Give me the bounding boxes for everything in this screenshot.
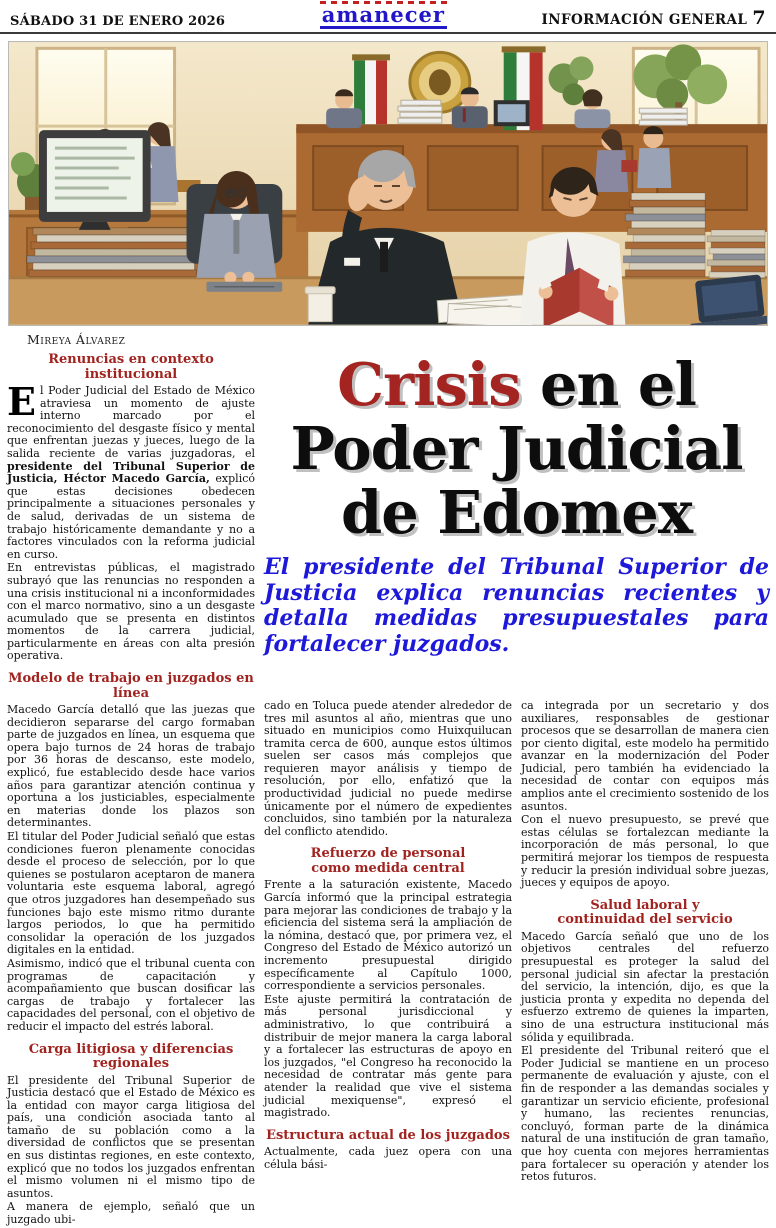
paper-stack-bench-1 bbox=[398, 100, 442, 123]
folder-stack-right-1 bbox=[623, 193, 705, 277]
section-heading-carga: Carga litigiosa y diferencias regionales bbox=[28, 1041, 234, 1071]
papers-foreground bbox=[437, 295, 534, 325]
paragraph: Frente a la saturación existente, Macedo García informó que la principal estrategia para mejorar las condiciones de trabajo y la eficiencia del sistema será la ampliación de la nómina, destacó que, por primera vez, el Congreso del Estado de México autorizó un incremento presupuestal dirigido específicamente al Capítulo 1000, correspondiente a servicios personales. bbox=[264, 878, 512, 993]
issue-date bbox=[10, 14, 225, 29]
paragraph: cado en Toluca puede atender alrededor de tres mil asuntos al año, mientras que uno situado en municipios como Huixquilucan tramita cerca de 600, aunque estos últimos suelen ser casos más complejos que requieren mayor análisis y tiempo de resolución, por ello, enfatizó que la productividad judicial no puede medirse únicamente por el número de expedientes concluidos, sino también por la naturaleza del conflicto atendido. bbox=[264, 698, 512, 838]
page-header bbox=[0, 0, 776, 34]
woman-typing bbox=[187, 171, 283, 292]
subheadline: El presidente del Tribunal Superior de Justicia explica renuncias recientes y detalla medidas presupuestales para fortalecer juzgados. bbox=[264, 554, 769, 657]
paragraph: El Poder Judicial del Estado de México atraviesa un momento de ajuste interno marcado por el reconocimiento del desgaste físico y mental que enfrentan juezas y jueces, luego de la salida reciente de varias juzgadoras, el presidente del Tribunal Superior de Justicia, Héctor Macedo García, explicó que estas decisiones obedecen principalmente a situaciones personales y de salud, derivadas de un sistema de trabajo históricamente demandante y no a factores vinculados con la reforma judicial en curso. bbox=[7, 379, 255, 561]
headline-word-crisis: Crisis bbox=[337, 350, 521, 419]
section-label bbox=[542, 7, 766, 29]
article-content bbox=[0, 347, 776, 1228]
headline-line-3: de Edomex bbox=[340, 478, 693, 547]
section-heading-estructura: Estructura actual de los juzgados bbox=[266, 1127, 510, 1143]
page-number: 7 bbox=[752, 7, 766, 29]
drop-cap: E bbox=[7, 379, 36, 424]
paragraph: Actualmente, cada juez opera con una célula bási- bbox=[264, 1145, 512, 1171]
section-heading-refuerzo: Refuerzo de personal como medida central bbox=[310, 846, 466, 876]
paragraph: El presidente del Tribunal reiteró que el Poder Judicial se mantiene en un proceso permanente de evaluación y ajuste, con el fin de responder a las demandas sociales y garantizar un servicio eficiente, profesional y humano, las recientes renuncias, concluyó, forman parte de la dinámica natural de una institución de gran tamaño, que hoy cuenta con mejores herramientas para fortalecer su operación y atender los retos futuros. bbox=[521, 1044, 769, 1184]
section-heading-renuncias: Renuncias en contexto institucional bbox=[48, 352, 214, 382]
byline: Mireya Álvarez bbox=[27, 332, 126, 347]
newspaper-logo: amanecer bbox=[321, 2, 445, 27]
folder-stack-left bbox=[27, 228, 197, 277]
paragraph: ca integrada por un secretario y dos auxiliares, responsables de gestionar procesos que se desarrollan de manera cien por ciento digital, este modelo ha permitido avanzar en la modernización del Poder Judicial, pero también ha evidenciado la necesidad de contar con equipos más amplios ante el crecimiento sostenido de los asuntos. bbox=[521, 698, 769, 813]
headline-rest-line1: en el bbox=[520, 350, 696, 419]
paragraph: Asimismo, indicó que el tribunal cuenta con programas de capacitación y acompañamiento que buscan dosificar las cargas de trabajo y fortalecer las capacidades del personal, con el objetivo de reducir el impacto del estrés laboral. bbox=[7, 956, 255, 1033]
courtroom-illustration-svg bbox=[9, 42, 767, 325]
paragraph: Este ajuste permitirá la contratación de más personal jurisdiccional y administrativo, lo que contribuirá a distribuir de mejor manera la carga laboral y a fortalecer las estructuras de apoyo en los juzgados, "el Congreso ha reconocido la necesidad de contratar más gente para atender la realidad que vive el sistema judicial mexiquense", expresó el magistrado. bbox=[264, 992, 512, 1120]
article-column-2 bbox=[264, 700, 512, 1228]
issue-date-rest: 31 DE ENERO 2026 bbox=[74, 14, 226, 29]
paragraph: Macedo García señaló que uno de los objetivos centrales del refuerzo presupuestal es proteger la salud del personal judicial sin afectar la prestación del servicio, la intención, dijo, es que la justicia pronta y expedita no dependa del esfuerzo extremo de quienes la imparten, sino de una estructura institucional más sólida y equilibrada. bbox=[521, 929, 769, 1044]
paragraph: Macedo García detalló que las juezas que decidieron separarse del cargo formaban parte de juzgados en línea, un esquema que opera bajo turnos de 24 horas de trabajo por 36 horas de descanso, este modelo, explicó, fue establecido desde hace varios años para garantizar atención continua y oportuna a los justiciables, especialmente en materias donde los plazos son determinantes. bbox=[7, 703, 255, 830]
paragraph: En entrevistas públicas, el magistrado subrayó que las renuncias no responden a una crisis institucional ni a inconformidades con el marco normativo, sino a un desgaste acumulado que se presenta en distintos momentos de la carrera judicial, particularmente en áreas con alta presión operativa. bbox=[7, 561, 255, 663]
paragraph: El presidente del Tribunal Superior de Justicia destacó que el Estado de México es la entidad con mayor carga litigiosa del país, una condición asociada tanto al tamaño de su población como a la diversidad de conflictos que se presentan en sus distintas regiones, en este contexto, explicó que no todos los juzgados enfrentan el mismo volumen ni el mismo tipo de asuntos. bbox=[7, 1073, 255, 1200]
paper-stack-bench-2 bbox=[639, 108, 687, 125]
section-name: INFORMACIÓN GENERAL bbox=[541, 12, 753, 28]
folder-stack-right-2 bbox=[707, 230, 765, 278]
main-headline bbox=[264, 351, 769, 545]
paragraph: Con el nuevo presupuesto, se prevé que estas células se fortalezcan mediante la incorporación de más personal, lo que permitirá mejorar los tiempos de respuesta y reducir la presión individual sobre juezas, jueces y equipos de apoyo. bbox=[521, 813, 769, 890]
courtroom-illustration bbox=[8, 41, 768, 326]
article-column-3 bbox=[521, 700, 769, 1228]
coffee-cup bbox=[305, 287, 335, 322]
headline-block bbox=[264, 351, 769, 700]
paragraph: A manera de ejemplo, señaló que un juzgado ubi- bbox=[7, 1200, 255, 1227]
headline-line-2: Poder Judicial bbox=[290, 414, 743, 483]
monitor-left bbox=[39, 130, 151, 230]
issue-date-day: SÁBADO bbox=[10, 14, 75, 29]
article-column-1 bbox=[7, 351, 255, 1228]
section-heading-modelo: Modelo de trabajo en juzgados en línea bbox=[8, 671, 254, 701]
section-heading-salud: Salud laboral y continuidad del servicio bbox=[557, 897, 733, 928]
paragraph: El titular del Poder Judicial señaló que estas condiciones fueron plenamente conocidas desde el proceso de selección, por lo que quienes se postularon aceptaron de manera voluntaria este esquema laboral, agregó que otros juzgadores han desempeñado sus funciones bajo este mismo ritmo durante largos periodos, lo que ha permitido consolidar la operación de los juzgados digitales en la entidad. bbox=[7, 830, 255, 957]
